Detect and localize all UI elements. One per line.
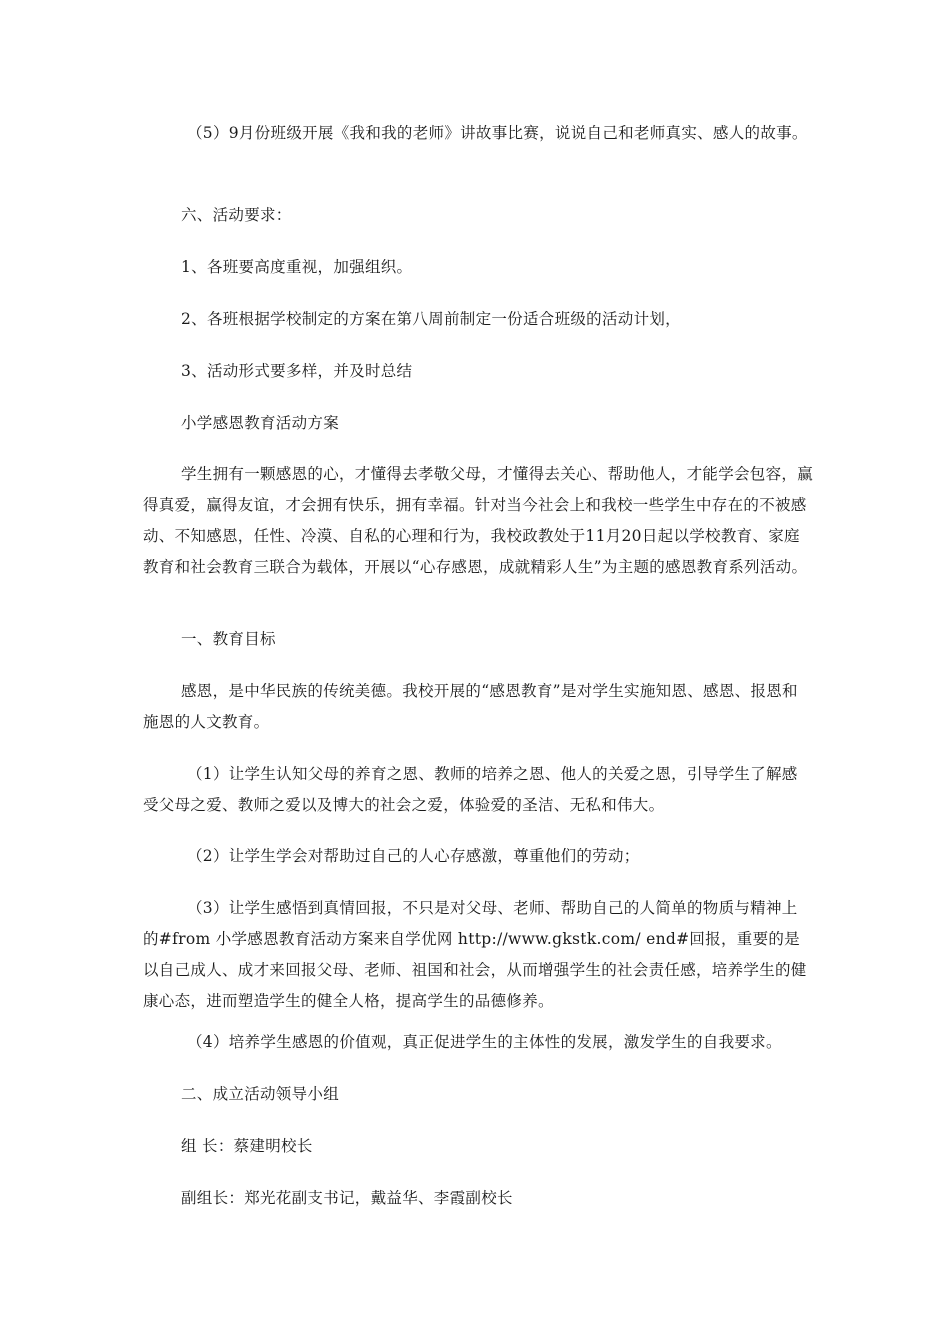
paragraph-goal-1: （1）让学生认知父母的养育之恩、教师的培养之恩、他人的关爱之恩，引导学生了解感受父母之爱、教师之爱以及博大的社会之爱，体验爱的圣洁、无私和伟大。	[143, 765, 798, 814]
heading-activity-requirements: 六、活动要求：	[181, 206, 292, 224]
paragraph-introduction: 学生拥有一颗感恩的心，才懂得去孝敬父母，才懂得去关心、帮助他人，才能学会包容，赢得真爱，赢得友谊，才会拥有快乐，拥有幸福。针对当今社会上和我校一些学生中存在的不被感动、不知感恩，任性、冷漠、自私的心理和行为，我校政教处于11月20日起以学校教育、家庭教育和社会教育三联合为载体，开展以“心存感恩，成就精彩人生”为主题的感恩教育系列活动。	[143, 465, 814, 576]
paragraph-goal-3: （3）让学生感悟到真情回报，不只是对父母、老师、帮助自己的人简单的物质与精神上的#from 小学感恩教育活动方案来自学优网 http://www.gkstk.com/ end#回报，重要的是以自己成人、成才来回报父母、老师、祖国和社会，从而增强学生的社会责任感，培养学生的健康心态，进而塑造学生的健全人格，提高学生的品德修养。	[143, 899, 807, 1010]
paragraph-requirement-3: 3、活动形式要多样，并及时总结	[181, 362, 413, 380]
paragraph-requirement-2: 2、各班根据学校制定的方案在第八周前制定一份适合班级的活动计划，	[181, 310, 681, 328]
paragraph-group-leader: 组 长：蔡建明校长	[181, 1137, 313, 1155]
paragraph-gratitude-virtue: 感恩，是中华民族的传统美德。我校开展的“感恩教育”是对学生实施知恩、感恩、报恩和施恩的人文教育。	[143, 682, 798, 731]
paragraph-deputy-leaders: 副组长：郑光花副支书记，戴益华、李霞副校长	[181, 1189, 513, 1207]
heading-education-goals: 一、教育目标	[181, 630, 276, 648]
paragraph-story-contest: （5）9月份班级开展《我和我的老师》讲故事比赛，说说自己和老师真实、感人的故事。	[187, 124, 808, 142]
document-title: 小学感恩教育活动方案	[181, 414, 340, 432]
paragraph-goal-4: （4）培养学生感恩的价值观，真正促进学生的主体性的发展，激发学生的自我要求。	[187, 1033, 782, 1051]
heading-leadership-group: 二、成立活动领导小组	[181, 1085, 340, 1103]
paragraph-requirement-1: 1、各班要高度重视，加强组织。	[181, 258, 413, 276]
paragraph-goal-2: （2）让学生学会对帮助过自己的人心存感激，尊重他们的劳动；	[187, 847, 640, 865]
